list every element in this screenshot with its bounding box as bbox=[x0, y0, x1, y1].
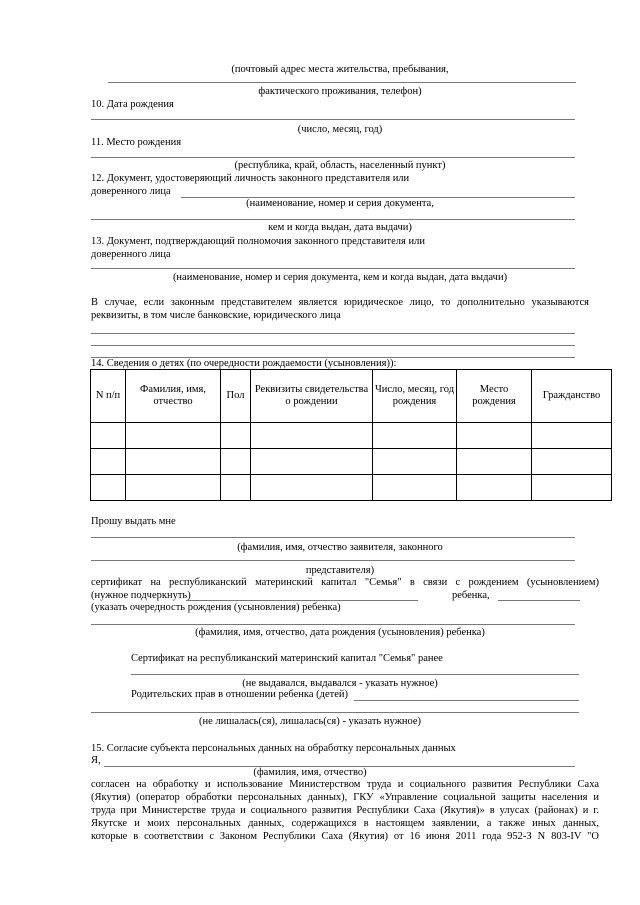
birth-date-line[interactable] bbox=[91, 119, 575, 120]
legal-entity-text: В случае, если законным представителем является юридическое лицо, то дополнительно указываются bbox=[91, 297, 589, 308]
table-cell[interactable] bbox=[532, 449, 612, 475]
authority-document-line[interactable] bbox=[91, 268, 575, 269]
table-cell[interactable] bbox=[91, 475, 126, 501]
issue-request-label: Прошу выдать мне bbox=[91, 516, 176, 527]
table-cell[interactable] bbox=[221, 423, 251, 449]
birth-place-line[interactable] bbox=[91, 157, 575, 158]
table-cell[interactable] bbox=[91, 449, 126, 475]
table-cell[interactable] bbox=[532, 423, 612, 449]
consent-title: 15. Согласие субъекта персональных данных на обработку персональных данных bbox=[91, 743, 456, 754]
col-number: N п/п bbox=[91, 370, 126, 423]
table-cell[interactable] bbox=[457, 475, 532, 501]
table-cell[interactable] bbox=[373, 475, 457, 501]
consent-text-line: согласен на обработку и использование Министерством труда и социального развития Республики Саха bbox=[91, 779, 599, 790]
birth-date-label: 10. Дата рождения bbox=[91, 99, 174, 110]
legal-entity-line-2[interactable] bbox=[91, 345, 575, 346]
table-cell[interactable] bbox=[532, 475, 612, 501]
underline-hint: (нужное подчеркнуть) bbox=[91, 590, 191, 601]
child-info-line[interactable] bbox=[91, 624, 575, 625]
table-row bbox=[91, 423, 612, 449]
applicant-hint-2: представителя) bbox=[305, 565, 375, 576]
consent-text-line: труда при Министерстве труда и социального развития Республики Саха (Якутия)» в улусах (районах) и г. bbox=[91, 805, 599, 816]
children-section-title: 14. Сведения о детях (по очередности рождаемости (усыновления)): bbox=[91, 358, 397, 369]
applicant-line-2[interactable] bbox=[91, 560, 575, 561]
parental-rights-line-2[interactable] bbox=[91, 712, 579, 713]
legal-entity-text-2: реквизиты, в том числе банковские, юридического лица bbox=[91, 310, 341, 321]
parental-rights-label: Родительских прав в отношении ребенка (детей) bbox=[131, 689, 348, 700]
table-cell[interactable] bbox=[373, 449, 457, 475]
child-info-hint: (фамилия, имя, отчество, дата рождения (усыновления) ребенка) bbox=[195, 627, 485, 638]
issued-before-line[interactable] bbox=[131, 674, 579, 675]
consent-text-line: (Якутия) (оператор обработки персональных данных), ГКУ «Управление социальной защиты населения и bbox=[91, 792, 599, 803]
table-cell[interactable] bbox=[251, 423, 373, 449]
col-birth-certificate: Реквизиты свидетельства о рождении bbox=[251, 370, 373, 423]
birth-place-label: 11. Место рождения bbox=[91, 137, 182, 148]
table-cell[interactable] bbox=[126, 449, 221, 475]
table-row bbox=[91, 449, 612, 475]
col-birth-date: Число, месяц, год рождения bbox=[373, 370, 457, 423]
certificate-before-text: Сертификат на республиканский материнский капитал "Семья" ранее bbox=[131, 653, 443, 664]
birth-date-hint: (число, месяц, год) bbox=[297, 124, 383, 135]
issued-before-hint: (не выдавался, выдавался - указать нужное) bbox=[242, 678, 438, 689]
identity-document-label: 12. Документ, удостоверяющий личность законного представителя или bbox=[91, 173, 410, 184]
table-cell[interactable] bbox=[126, 423, 221, 449]
col-citizenship: Гражданство bbox=[532, 370, 612, 423]
consent-fio-hint: (фамилия, имя, отчество) bbox=[253, 767, 367, 778]
deprived-hint: (не лишалась(ся), лишалась(ся) - указать нужное) bbox=[199, 716, 421, 727]
table-cell[interactable] bbox=[126, 475, 221, 501]
postal-address-hint: (почтовый адрес места жительства, пребывания, bbox=[231, 64, 449, 75]
child-order-line[interactable] bbox=[498, 600, 580, 601]
table-cell[interactable] bbox=[457, 423, 532, 449]
applicant-hint: (фамилия, имя, отчество заявителя, законного bbox=[237, 542, 443, 553]
identity-document-issued-hint: кем и когда выдан, дата выдачи) bbox=[268, 222, 412, 233]
table-cell[interactable] bbox=[251, 449, 373, 475]
consent-text-line: которые в соответствии с Законом Республики Саха (Якутия) от 16 июня 2011 года 952-З N 803-IV "О bbox=[91, 831, 599, 842]
birth-type-line[interactable] bbox=[186, 600, 418, 601]
child-order-hint: (указать очередность рождения (усыновления) ребенка) bbox=[91, 602, 341, 613]
table-cell[interactable] bbox=[91, 423, 126, 449]
applicant-line[interactable] bbox=[91, 537, 575, 538]
identity-document-line-2[interactable] bbox=[91, 219, 575, 220]
authority-document-label: 13. Документ, подтверждающий полномочия законного представителя или bbox=[91, 236, 425, 247]
col-sex: Пол bbox=[221, 370, 251, 423]
identity-document-hint: (наименование, номер и серия документа, bbox=[246, 198, 434, 209]
certificate-text: сертификат на республиканский материнский капитал "Семья" в связи с рождением (усыновлением) bbox=[91, 577, 599, 588]
col-birth-place: Место рождения bbox=[457, 370, 532, 423]
child-word: ребенка, bbox=[452, 590, 490, 601]
authority-document-hint: (наименование, номер и серия документа, кем и когда выдан, дата выдачи) bbox=[172, 272, 508, 283]
table-cell[interactable] bbox=[251, 475, 373, 501]
parental-rights-line-1[interactable] bbox=[354, 700, 579, 701]
consent-text-line: Якутске и моих персональных данных, содержащихся в настоящем заявлении, а также иных данных, bbox=[91, 818, 599, 829]
table-row bbox=[91, 475, 612, 501]
children-table-header bbox=[91, 370, 612, 423]
col-full-name: Фамилия, имя, отчество bbox=[126, 370, 221, 423]
postal-address-line[interactable] bbox=[108, 82, 576, 83]
authority-document-label-2: доверенного лица bbox=[91, 249, 171, 260]
identity-document-label-2: доверенного лица bbox=[91, 186, 171, 197]
birth-place-hint: (республика, край, область, населенный пункт) bbox=[234, 160, 446, 171]
consent-i-label: Я, bbox=[91, 755, 101, 766]
legal-entity-line-1[interactable] bbox=[91, 333, 575, 334]
residence-phone-hint: фактического проживания, телефон) bbox=[258, 86, 422, 97]
table-cell[interactable] bbox=[457, 449, 532, 475]
table-cell[interactable] bbox=[221, 449, 251, 475]
table-cell[interactable] bbox=[373, 423, 457, 449]
children-table bbox=[90, 369, 612, 501]
table-cell[interactable] bbox=[221, 475, 251, 501]
